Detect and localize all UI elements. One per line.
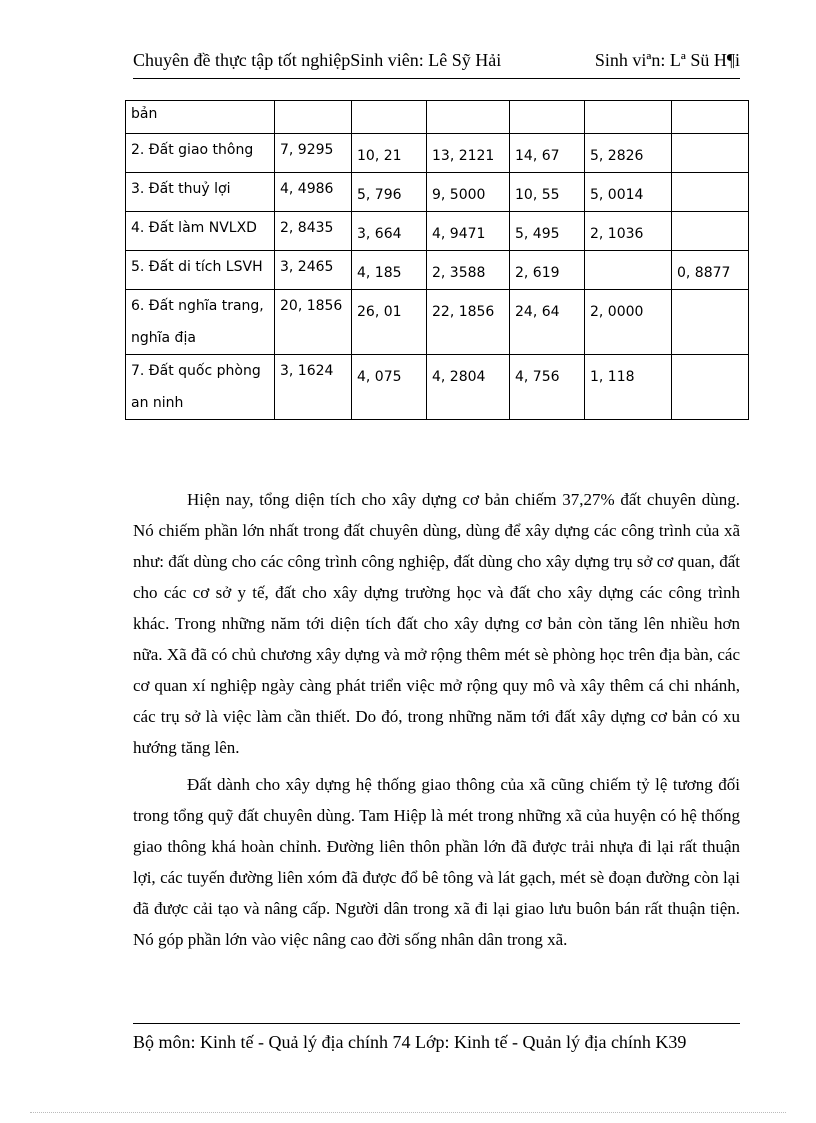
value-cell: [672, 355, 749, 420]
value-cell: [585, 101, 672, 134]
table-row: [126, 251, 749, 290]
value-cell: 1, 118: [585, 355, 672, 420]
value-cell: 4, 075: [352, 355, 427, 420]
value-cell: 22, 1856: [427, 290, 510, 355]
value-cell: 10, 21: [352, 134, 427, 173]
body-text: [133, 484, 740, 961]
value-cell: 5, 0014: [585, 173, 672, 212]
value-cell: [672, 212, 749, 251]
value-cell: 5, 796: [352, 173, 427, 212]
value-cell: 3, 1624: [275, 355, 352, 420]
value-cell: 26, 01: [352, 290, 427, 355]
value-cell: [352, 101, 427, 134]
row-label-cell: 5. Đất di tích LSVH: [126, 251, 275, 290]
value-cell: 2, 1036: [585, 212, 672, 251]
row-label-cell: 3. Đất thuỷ lợi: [126, 173, 275, 212]
page-bottom-dotted-line: [30, 1112, 786, 1113]
table-row: [126, 290, 749, 355]
value-cell: 13, 2121: [427, 134, 510, 173]
value-cell: 2, 8435: [275, 212, 352, 251]
table-row: [126, 212, 749, 251]
value-cell: [275, 101, 352, 134]
value-cell: 0, 8877: [672, 251, 749, 290]
table-row: [126, 101, 749, 134]
land-use-table: [125, 100, 749, 420]
header-right-text: Sinh viªn: Lª Sü H¶i: [594, 50, 740, 70]
table-row: [126, 134, 749, 173]
value-cell: 7, 9295: [275, 134, 352, 173]
value-cell: 3, 2465: [275, 251, 352, 290]
value-cell: 4, 9471: [427, 212, 510, 251]
row-label-cell: bản: [126, 101, 275, 134]
value-cell: [672, 134, 749, 173]
value-cell: 5, 2826: [585, 134, 672, 173]
value-cell: 14, 67: [510, 134, 585, 173]
value-cell: 10, 55: [510, 173, 585, 212]
page-header: [133, 50, 740, 79]
table-row: [126, 355, 749, 420]
value-cell: 2, 3588: [427, 251, 510, 290]
page-footer: Bộ môn: Kinh tế - Quả lý địa chính 74 Lớp: Kinh tế - Quản lý địa chính K39: [133, 1032, 687, 1052]
value-cell: 2, 619: [510, 251, 585, 290]
value-cell: 5, 495: [510, 212, 585, 251]
value-cell: 4, 185: [352, 251, 427, 290]
value-cell: [510, 101, 585, 134]
value-cell: [585, 251, 672, 290]
row-label-cell: 6. Đất nghĩa trang, nghĩa địa: [126, 290, 275, 355]
value-cell: 3, 664: [352, 212, 427, 251]
row-label-cell: 2. Đất giao thông: [126, 134, 275, 173]
value-cell: 2, 0000: [585, 290, 672, 355]
value-cell: [672, 290, 749, 355]
value-cell: 4, 4986: [275, 173, 352, 212]
value-cell: 24, 64: [510, 290, 585, 355]
row-label-cell: 4. Đất làm NVLXD: [126, 212, 275, 251]
value-cell: [672, 173, 749, 212]
value-cell: 4, 2804: [427, 355, 510, 420]
value-cell: [672, 101, 749, 134]
row-label-cell: 7. Đất quốc phòng an ninh: [126, 355, 275, 420]
value-cell: [427, 101, 510, 134]
footer-divider: [133, 1023, 740, 1024]
header-left-text: Chuyên đề thực tập tốt nghiệpSinh viên: Lê Sỹ Hải: [133, 50, 502, 70]
value-cell: 4, 756: [510, 355, 585, 420]
value-cell: 9, 5000: [427, 173, 510, 212]
paragraph-construction: Hiện nay, tổng diện tích cho xây dựng cơ bản chiếm 37,27% đất chuyên dùng. Nó chiếm phần lớn nhất trong đất chuyên dùng, dùng để xây dựng các công trình của xã như: đất dùng cho các công trình công nghiệp, đất dùng cho xây dựng trụ sở cơ quan, đất cho các cơ sở y tế, đất cho xây dựng trường học và đất cho xây dựng các công trình khác. Trong những năm tới diện tích đất cho xây dựng cơ bản còn tăng lên nhiều hơn nữa. Xã đã có chủ chương xây dựng và mở rộng thêm mét sè phòng học trên địa bàn, các cơ quan xí nghiệp ngày càng phát triển việc mở rộng quy mô và xây thêm cá chi nhánh, các trụ sở là việc làm cần thiết. Do đó, trong những năm tới đất xây dựng cơ bản có xu hướng tăng lên.: [133, 490, 740, 757]
table-row: [126, 173, 749, 212]
value-cell: 20, 1856: [275, 290, 352, 355]
paragraph-transport: Đất dành cho xây dựng hệ thống giao thông của xã cũng chiếm tỷ lệ tương đối trong tổng quỹ đất chuyên dùng. Tam Hiệp là mét trong những xã của huyện có hệ thống giao thông khá hoàn chỉnh. Đường liên thôn phần lớn đã được trải nhựa đi lại rất thuận lợi, các tuyến đường liên xóm đã được đổ bê tông và lát gạch, mét sè đoạn đường còn lại đã được cải tạo và nâng cấp. Người dân trong xã đi lại giao lưu buôn bán rất thuận tiện. Nó góp phần lớn vào việc nâng cao đời sống nhân dân trong xã.: [133, 775, 740, 949]
